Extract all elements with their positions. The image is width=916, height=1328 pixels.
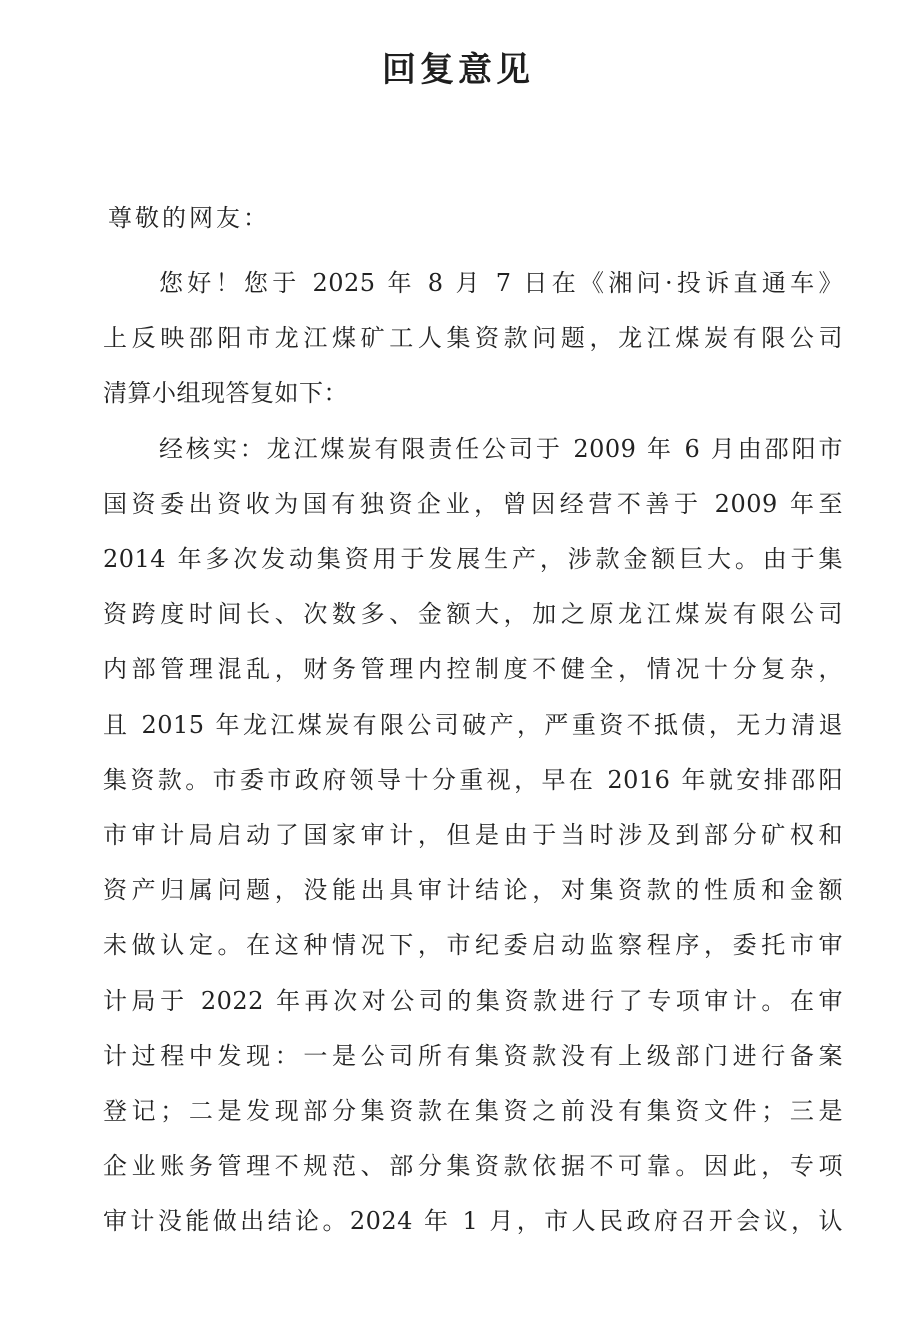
text-line: 上反映邵阳市龙江煤矿工人集资款问题，龙江煤炭有限公司 (103, 324, 843, 353)
page-title: 回复意见 (382, 50, 534, 90)
text-line: 计过程中发现：一是公司所有集资款没有上级部门进行备案 (103, 1041, 843, 1070)
text-line: 经核实：龙江煤炭有限责任公司于 2009 年 6 月由邵阳市 (159, 434, 843, 463)
paragraph-findings (103, 422, 843, 1250)
text-line: 登记；二是发现部分集资款在集资之前没有集资文件；三是 (103, 1097, 843, 1126)
text-line: 集资款。市委市政府领导十分重视，早在 2016 年就安排邵阳 (103, 765, 843, 794)
text-line: 您好！您于 2025 年 8 月 7 日在《湘问·投诉直通车》 (159, 269, 843, 297)
text-line: 企业账务管理不规范、部分集资款依据不可靠。因此，专项 (103, 1152, 843, 1181)
text-line: 计局于 2022 年再次对公司的集资款进行了专项审计。在审 (103, 986, 843, 1015)
text-line: 2014 年多次发动集资用于发展生产，涉款金额巨大。由于集 (103, 545, 843, 574)
text-line: 资产归属问题，没能出具审计结论，对集资款的性质和金额 (103, 876, 843, 905)
text-line: 且 2015 年龙江煤炭有限公司破产，严重资不抵债，无力清退 (103, 710, 843, 739)
text-line: 国资委出资收为国有独资企业，曾因经营不善于 2009 年至 (103, 489, 843, 518)
text-line: 内部管理混乱，财务管理内控制度不健全，情况十分复杂， (103, 655, 843, 684)
text-line: 清算小组现答复如下： (103, 379, 348, 408)
paragraph-greeting (103, 256, 843, 422)
text-line: 市审计局启动了国家审计，但是由于当时涉及到部分矿权和 (103, 821, 843, 850)
text-line: 审计没能做出结论。2024 年 1 月，市人民政府召开会议，认 (103, 1207, 843, 1236)
text-line: 未做认定。在这种情况下，市纪委启动监察程序，委托市审 (103, 931, 843, 960)
document-body (103, 256, 843, 1250)
text-line: 资跨度时间长、次数多、金额大，加之原龙江煤炭有限公司 (103, 600, 843, 629)
salutation: 尊敬的网友： (108, 204, 270, 232)
